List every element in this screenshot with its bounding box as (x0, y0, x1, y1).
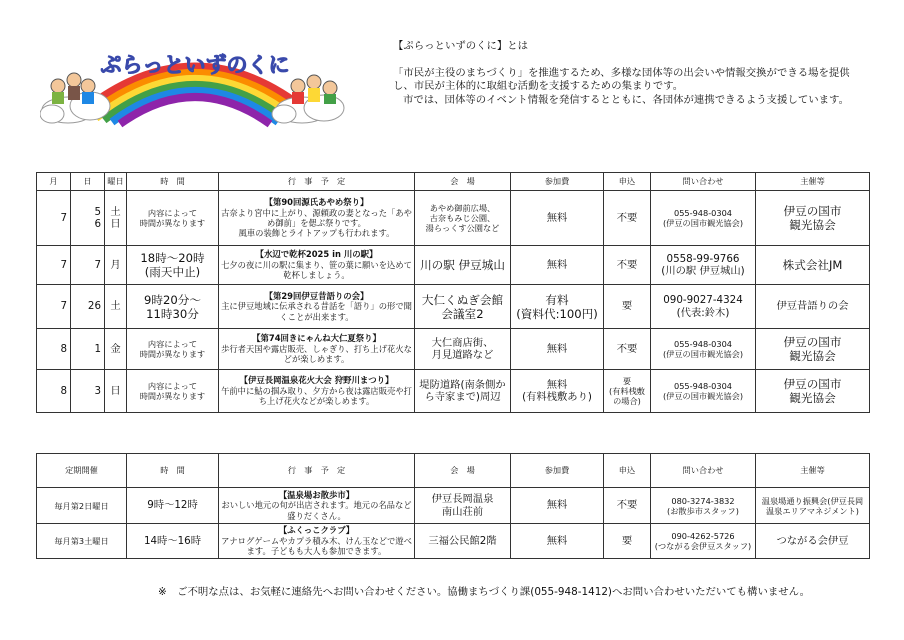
cell-event (219, 488, 415, 524)
intro-paragraph-2: 市では、団体等のイベント情報を発信するとともに、各団体が連携できるよう支援しています。 (403, 93, 849, 106)
cell-contact: 080-3274-3832 (お散歩市スタッフ) (651, 488, 756, 524)
people-right-icon (291, 75, 337, 104)
header-contact: 問い合わせ (651, 454, 756, 488)
header-event: 行 事 予 定 (219, 173, 415, 191)
cell-fee: 有料 (資料代:100円) (511, 285, 604, 329)
header-venue: 会 場 (415, 173, 511, 191)
header-weekday: 曜日 (105, 173, 127, 191)
regular-events-table (36, 453, 870, 559)
event-description: 歩行者天国や露店販売、しゃぎり、打ち上げ花火などが楽しめます。 (221, 343, 412, 365)
cell-organizer: 伊豆の国市 観光協会 (756, 370, 870, 413)
cell-organizer: 伊豆昔語りの会 (756, 285, 870, 329)
cell-weekday: 月 (105, 246, 127, 285)
event-title: 【伊豆長岡温泉花火大会 狩野川まつり】 (239, 375, 394, 386)
cell-event (219, 524, 415, 559)
cell-venue: 大仁商店街、 月見道路など (415, 329, 511, 370)
events-table (36, 172, 870, 413)
cell-time: 内容によって 時間が異なります (127, 370, 219, 413)
cell-time: 9時～12時 (127, 488, 219, 524)
header-schedule: 定期開催 (37, 454, 127, 488)
table-row (37, 246, 870, 285)
cell-month: 8 (37, 329, 71, 370)
intro-paragraph-1: 「市民が主役のまちづくり」を推進するため、多様な団体等の出会いや情報交換ができる場を提供し、市民が主体的に取組む活動を支援するための集まりです。 (393, 66, 850, 93)
cell-day: 5 6 (71, 191, 105, 246)
header-month: 月 (37, 173, 71, 191)
header-organizer: 主催等 (756, 173, 870, 191)
cell-day: 26 (71, 285, 105, 329)
cell-fee: 無料 (511, 488, 604, 524)
cell-venue: 川の駅 伊豆城山 (415, 246, 511, 285)
cell-day: 7 (71, 246, 105, 285)
event-description: おいしい地元の旬が出店されます。地元の名品など盛りだくさん。 (221, 500, 412, 521)
table-row (37, 488, 870, 524)
cell-fee: 無料 (511, 191, 604, 246)
intro-section (393, 40, 863, 107)
cell-month: 8 (37, 370, 71, 413)
cell-organizer: 株式会社JM (756, 246, 870, 285)
cell-event (219, 329, 415, 370)
table-row (37, 524, 870, 559)
events-table-header (37, 173, 870, 191)
event-title: 【第74回きにゃんね大仁夏祭り】 (252, 333, 381, 344)
header-time: 時 間 (127, 454, 219, 488)
cell-venue: あやめ御前広場、 古奈もみじ公園、 湯らっくす公園など (415, 191, 511, 246)
event-description: 主に伊豆地域に伝承される昔話を「語り」の形で聞くことが出来ます。 (221, 301, 412, 322)
cell-organizer: 伊豆の国市 観光協会 (756, 191, 870, 246)
event-description: アナログゲームやカプラ積み木、けん玉などで遊べます。子どもも大人も参加できます。 (221, 535, 412, 557)
cell-apply: 不要 (604, 246, 651, 285)
event-title: 【温泉場お散歩市】 (278, 489, 355, 500)
intro-title: 【ぷらっといずのくに】とは (393, 40, 529, 52)
header-fee: 参加費 (511, 454, 604, 488)
cell-contact: 055-948-0304 (伊豆の国市観光協会) (651, 191, 756, 246)
header-organizer: 主催等 (756, 454, 870, 488)
cell-venue: 伊豆長岡温泉 南山荘前 (415, 488, 511, 524)
header-event: 行 事 予 定 (219, 454, 415, 488)
cell-apply: 要 (有料桟敷の場合) (604, 370, 651, 413)
cell-time: 18時～20時 (雨天中止) (127, 246, 219, 285)
cell-month: 7 (37, 246, 71, 285)
cell-time: 9時20分～ 11時30分 (127, 285, 219, 329)
cell-apply: 要 (604, 524, 651, 559)
cell-apply: 不要 (604, 329, 651, 370)
event-description: 七夕の夜に川の駅に集まり、笹の葉に願いを込めて乾杯しましょう。 (221, 259, 412, 281)
cell-event (219, 370, 415, 413)
cell-organizer: つながる会伊豆 (756, 524, 870, 559)
cell-organizer: 伊豆の国市 観光協会 (756, 329, 870, 370)
table-row (37, 191, 870, 246)
event-title: 【水辺で乾杯2025 in 川の駅】 (255, 249, 378, 260)
cell-fee: 無料 (有料桟敷あり) (511, 370, 604, 413)
people-left-icon (51, 73, 95, 104)
cell-month: 7 (37, 285, 71, 329)
cell-event (219, 191, 415, 246)
event-title: 【第29回伊豆昔語りの会】 (264, 290, 369, 301)
cell-fee: 無料 (511, 329, 604, 370)
cell-schedule: 毎月第2日曜日 (37, 488, 127, 524)
cell-venue: 堤防道路(南条側から寺家まで)周辺 (415, 370, 511, 413)
cell-apply: 要 (604, 285, 651, 329)
header-day: 日 (71, 173, 105, 191)
cell-apply: 不要 (604, 191, 651, 246)
cell-time: 内容によって 時間が異なります (127, 329, 219, 370)
cell-time: 内容によって 時間が異なります (127, 191, 219, 246)
cell-day: 3 (71, 370, 105, 413)
cell-schedule: 毎月第3土曜日 (37, 524, 127, 559)
event-title: 【ふくっこクラブ】 (278, 525, 355, 536)
cell-contact: 055-948-0304 (伊豆の国市観光協会) (651, 370, 756, 413)
cell-contact: 055-948-0304 (伊豆の国市観光協会) (651, 329, 756, 370)
logo-text: ぷらっといずのくに (100, 53, 290, 77)
cell-venue: 大仁くぬぎ会館 会議室2 (415, 285, 511, 329)
header-apply: 申込 (604, 173, 651, 191)
table-row (37, 370, 870, 413)
header-time: 時 間 (127, 173, 219, 191)
table-row (37, 329, 870, 370)
event-title: 【第90回源氏あやめ祭り】 (264, 197, 369, 208)
cell-event (219, 285, 415, 329)
event-description: 午前中に鮎の掴み取り、夕方から夜は露店販売や打ち上げ花火などが楽しめます。 (221, 385, 412, 407)
cell-day: 1 (71, 329, 105, 370)
cell-time: 14時～16時 (127, 524, 219, 559)
header-apply: 申込 (604, 454, 651, 488)
regular-table-header (37, 454, 870, 488)
cell-weekday: 土 日 (105, 191, 127, 246)
header-venue: 会 場 (415, 454, 511, 488)
header-contact: 問い合わせ (651, 173, 756, 191)
header-fee: 参加費 (511, 173, 604, 191)
cell-organizer: 温泉場通り振興会(伊豆長岡温泉エリアマネジメント) (756, 488, 870, 524)
cell-venue: 三福公民館2階 (415, 524, 511, 559)
cell-event (219, 246, 415, 285)
cell-fee: 無料 (511, 524, 604, 559)
logo-rainbow (40, 28, 350, 128)
cell-weekday: 土 (105, 285, 127, 329)
event-description: 古奈より宮中に上がり、源頼政の妻となった「あやめ御前」を偲ぶ祭りです。 風車の装飾とライトアップも行われます。 (221, 207, 412, 239)
cell-weekday: 金 (105, 329, 127, 370)
cell-contact: 090-9027-4324 (代表:鈴木) (651, 285, 756, 329)
footer-note: ※ ご不明な点は、お気軽に連絡先へお問い合わせください。協働まちづくり課(055-948-1412)へお問い合わせいただいても構いません。 (158, 586, 811, 598)
cell-contact: 090-4262-5726 (つながる会伊豆スタッフ) (651, 524, 756, 559)
table-row (37, 285, 870, 329)
cell-weekday: 日 (105, 370, 127, 413)
cell-apply: 不要 (604, 488, 651, 524)
cell-contact: 0558-99-9766 (川の駅 伊豆城山) (651, 246, 756, 285)
cell-fee: 無料 (511, 246, 604, 285)
cell-month: 7 (37, 191, 71, 246)
